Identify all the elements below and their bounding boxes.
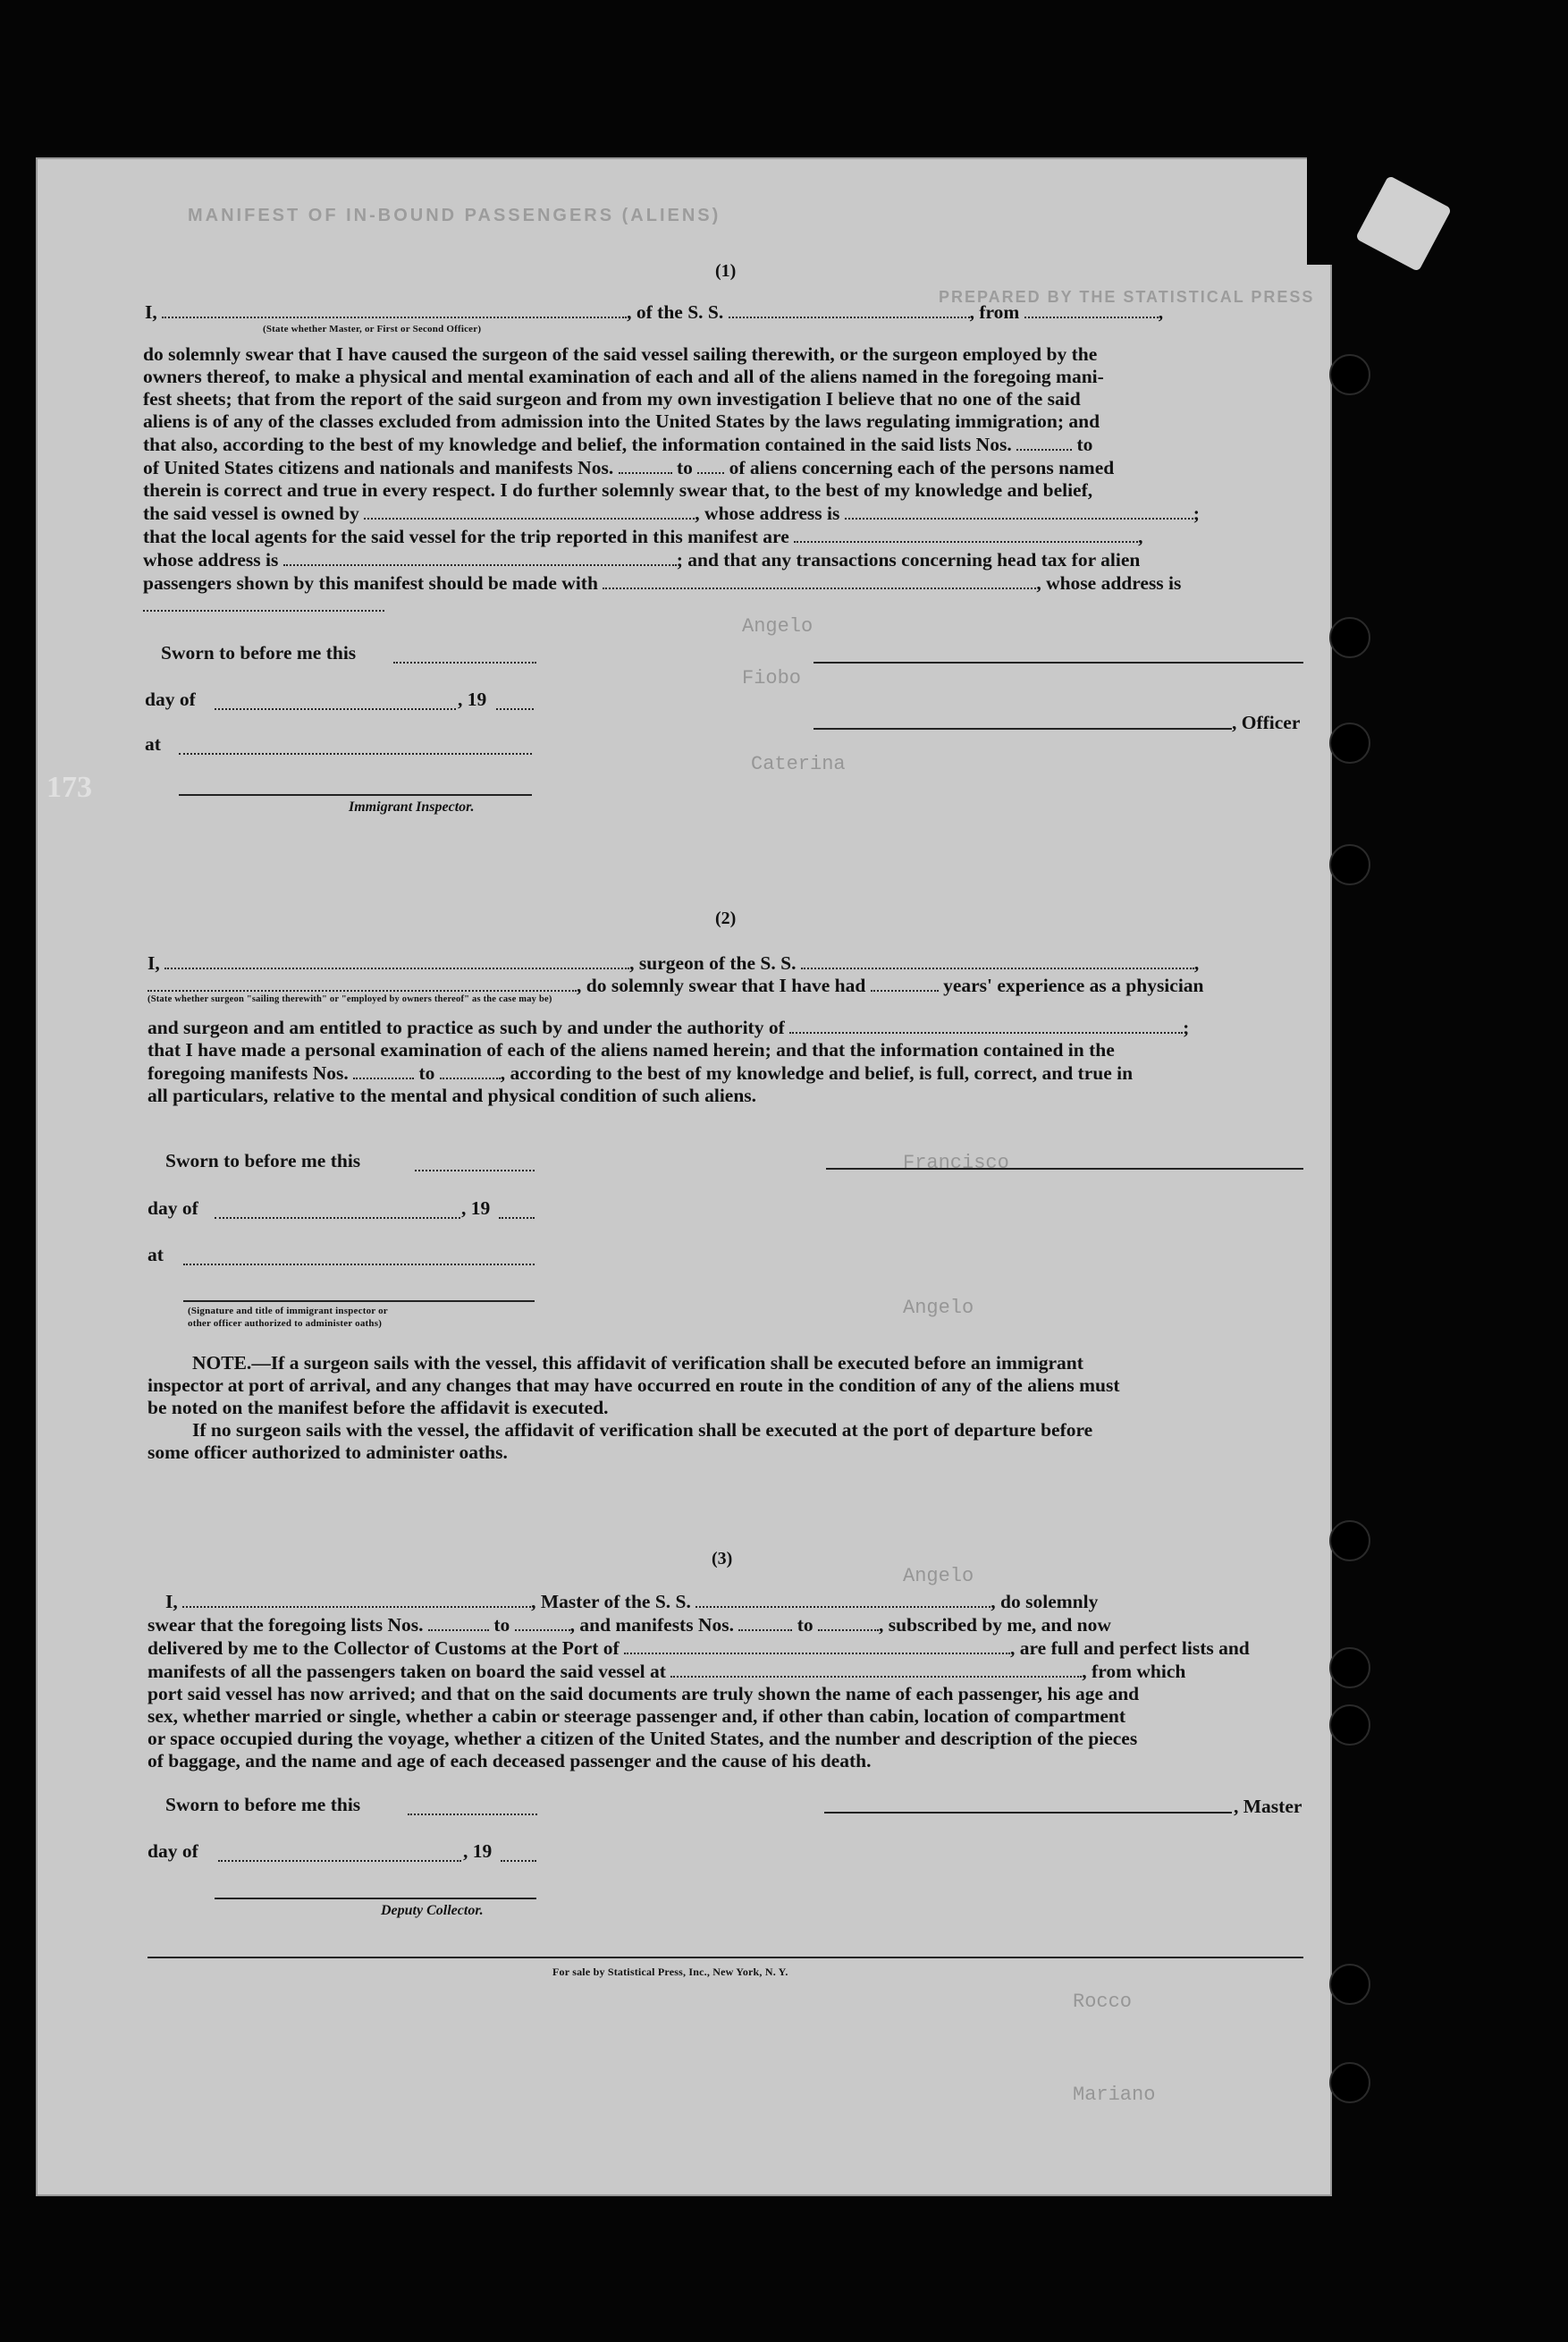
oath-line: fest sheets; that from the report of the said surgeon and from my own investigation I believe that no one of the said [143,388,1081,410]
torn-corner [1307,157,1361,265]
collector-signature-line [215,1898,536,1899]
note-line: inspector at port of arrival, and any changes that may have occurred en route in the condition of any of the aliens must [148,1374,1120,1396]
label-i: I, [145,301,157,323]
oath-line: that the local agents for the said vessel for the trip reported in this manifest are , [143,526,1143,547]
surgeon-line: and surgeon and am entitled to practice as such by and under the authority of ; [148,1017,1190,1038]
label-from: , from [969,301,1020,323]
note-label: NOTE. [192,1352,252,1374]
bleed-through-text: Mariano [1073,2084,1156,2106]
master-signature-line [824,1812,1232,1814]
at-label-2: at [148,1244,164,1265]
note-paragraph: NOTE.—If a surgeon sails with the vessel, this affidavit of verification shall be executed before an immigrant inspector at port of arrival, and any changes that may have occurred en route in the condition of any of the aliens must be noted on the manifest before the affidavit is executed. If no surgeon sails with the vessel, the affidavit of verification shall be executed at the port of departure before some officer authorized to administer oaths. [148,1352,1303,1464]
master-line: sex, whether married or single, whether a cabin or steerage passenger and, if other than cabin, location of compartment [148,1705,1126,1727]
oath-line: the said vessel is owned by , whose address is ; [143,503,1200,524]
manifests-to-field[interactable] [818,1613,879,1631]
binder-hole [1329,723,1370,764]
bleed-through-text: Rocco [1073,1991,1133,2013]
at-field-1[interactable] [179,737,532,755]
bleed-through-header: MANIFEST OF IN-BOUND PASSENGERS (ALIENS) [188,206,721,225]
surgeon-line: that I have made a personal examination of each of the aliens named herein; and that the information contained in the [148,1039,1115,1061]
binder-hole [1329,1520,1370,1561]
caption-surgeon-status: (State whether surgeon "sailing therewith" or "employed by owners thereof" as the case may be) [148,994,552,1004]
year-field-3[interactable] [501,1844,536,1862]
label-of-ss: , of the S. S. [627,301,724,323]
year-label-3: , 19 [463,1840,493,1862]
head-tax-party-field[interactable] [603,571,1036,589]
oath-line: passengers shown by this manifest should be made with , whose address is [143,572,1182,594]
boarding-port-field[interactable] [670,1660,1082,1678]
surgeon-status-field[interactable] [148,974,577,992]
master-name-field[interactable] [182,1590,531,1608]
lists-from-field[interactable] [428,1613,489,1631]
month-field-3[interactable] [218,1844,461,1862]
section-2-number: (2) [715,909,737,928]
torn-flap [1355,175,1452,272]
section-2-second-line: , do solemnly swear that I have had years' experience as a physician [148,974,1303,997]
binder-hole [1329,2062,1370,2103]
surgeon-vessel-field[interactable] [801,951,1194,969]
oath-line: therein is correct and true in every respect. I do further solemnly swear that, to the best of my knowledge and belief, [143,479,1093,501]
inspector-label: Immigrant Inspector. [349,799,475,815]
head-tax-address-field[interactable] [143,594,384,612]
master-line: port said vessel has now arrived; and that on the said documents are truly shown the name of each passenger, his age and [148,1683,1140,1704]
year-label-1: , 19 [458,689,487,710]
surgeon-line: all particulars, relative to the mental and physical condition of such aliens. [148,1085,757,1106]
master-line: of baggage, and the name and age of each deceased passenger and the cause of his death. [148,1750,872,1771]
surgeon-signature-line [826,1168,1303,1170]
manifests-from-field[interactable] [738,1613,792,1631]
master-line: or space occupied during the voyage, whether a citizen of the United States, and the number and description of the pieces [148,1728,1138,1749]
caption-state-officer: (State whether Master, or First or Second Officer) [263,324,482,334]
owner-address-field[interactable] [845,502,1193,520]
authority-field[interactable] [789,1016,1183,1034]
oath-line: owners thereof, to make a physical and mental examination of each and all of the aliens named in the foregoing mani- [143,366,1104,387]
note-line: some officer authorized to administer oaths. [148,1442,508,1463]
at-field-2[interactable] [183,1247,535,1265]
section-1-number: (1) [715,261,737,281]
bleed-through-text: Angelo [903,1297,974,1319]
years-experience-field[interactable] [871,974,939,992]
oath-paragraph-1 [143,343,1303,595]
inspector-signature-line-2 [183,1300,535,1302]
day-of-label-1: day of [145,689,196,710]
note-line: If no surgeon sails with the vessel, the affidavit of verification shall be executed at the port of departure before [192,1419,1093,1441]
binder-hole [1329,354,1370,395]
surgeon-manifest-to-field[interactable] [440,1061,501,1079]
officer-label: , Officer [1232,712,1301,733]
master-vessel-field[interactable] [695,1590,991,1608]
sworn-label-2: Sworn to before me this [165,1150,361,1171]
owner-field[interactable] [364,502,695,520]
signature-caption-2: other officer authorized to administer oaths) [188,1318,383,1329]
year-label-2: , 19 [461,1197,491,1219]
vessel-name-field[interactable] [729,300,970,318]
list-no-from-field[interactable] [1016,433,1072,451]
oath-line: whose address is ; and that any transactions concerning head tax for alien [143,549,1141,571]
manifest-no-from-field[interactable] [619,456,672,474]
note-line: be noted on the manifest before the affidavit is executed. [148,1397,609,1418]
deputy-collector-label: Deputy Collector. [381,1903,484,1918]
signature-caption-1: (Signature and title of immigrant inspector or [188,1306,388,1316]
sworn-label-1: Sworn to before me this [161,642,357,664]
sworn-date-field-3[interactable] [408,1797,537,1815]
oath-line: that also, according to the best of my knowledge and belief, the information contained in the said lists Nos. to [143,434,1093,455]
day-of-label-3: day of [148,1840,198,1862]
local-agents-field[interactable] [794,525,1138,543]
surgeon-line: foregoing manifests Nos. to , according to the best of my knowledge and belief, is full, correct, and true in [148,1062,1134,1084]
port-from-field[interactable] [1024,300,1159,318]
month-field-1[interactable] [215,692,456,710]
manifest-no-to-field[interactable] [697,456,724,474]
officer-signature-line-top [814,662,1303,664]
printer-credit: For sale by Statistical Press, Inc., New York, N. Y. [552,1966,788,1978]
sworn-label-3: Sworn to before me this [165,1794,361,1815]
bleed-through-text: Francisco [903,1152,1009,1174]
section-2-first-line: I, , surgeon of the S. S. , [148,952,1200,974]
binder-hole [1329,1704,1370,1746]
bleed-through-text: Angelo [903,1565,974,1587]
margin-number: 173 [46,771,92,804]
officer-name-field[interactable] [162,300,627,318]
surgeon-paragraph [148,1016,1303,1107]
oath-line: aliens is of any of the classes excluded from admission into the United States by the laws regulating immigration; and [143,410,1100,432]
month-field-2[interactable] [215,1201,460,1219]
day-of-label-2: day of [148,1197,198,1219]
year-field-2[interactable] [499,1201,535,1219]
inspector-signature-line [179,794,532,796]
bleed-through-text: Caterina [751,753,846,775]
section-1-first-line: I, , of the S. S. , from , [145,301,1164,323]
surgeon-name-field[interactable] [164,951,629,969]
agents-address-field[interactable] [283,548,677,566]
sworn-date-field-2[interactable] [415,1154,535,1171]
footer-rule [148,1957,1303,1958]
master-label: , Master [1234,1796,1302,1817]
bleed-through-text: Angelo [742,615,814,638]
officer-signature-line [814,728,1232,730]
at-label-1: at [145,733,161,755]
oath-line: do solemnly swear that I have caused the surgeon of the said vessel sailing therewith, or the surgeon employed by the [143,343,1098,365]
bleed-through-text: Fiobo [742,667,802,689]
surgeon-manifest-from-field[interactable] [353,1061,414,1079]
binder-hole [1329,1647,1370,1688]
lists-to-field[interactable] [515,1613,570,1631]
sworn-date-field-1[interactable] [393,646,536,664]
section-3-paragraph: I, , Master of the S. S. , do solemnly swear that the foregoing lists Nos. to , and manifests Nos. to , subscribed by me, and now delivered by me to the Collector of Customs at the Port of , are full and perfect lists and manifests of all the passengers taken on board the said vessel at , from which port said vessel has now arrived; and that on the said documents are truly shown the name of each passenger, his age and sex, whether married or single, whether a cabin or steerage passenger and, if other than cabin, location of compartment or space occupied during the voyage, whether a citizen of the United States, and the number and description of the pieces of baggage, and the name and age of each deceased passenger and the cause of his death. [148,1590,1303,1772]
bleed-through-header-right: PREPARED BY THE STATISTICAL PRESS [939,288,1315,306]
binder-hole [1329,617,1370,658]
port-of-field[interactable] [624,1636,1010,1654]
binder-hole [1329,844,1370,885]
year-field-1[interactable] [496,692,534,710]
binder-hole [1329,1964,1370,2005]
section-3-number: (3) [712,1549,733,1568]
oath-line: of United States citizens and nationals and manifests Nos. to of aliens concerning each of the persons named [143,457,1115,478]
